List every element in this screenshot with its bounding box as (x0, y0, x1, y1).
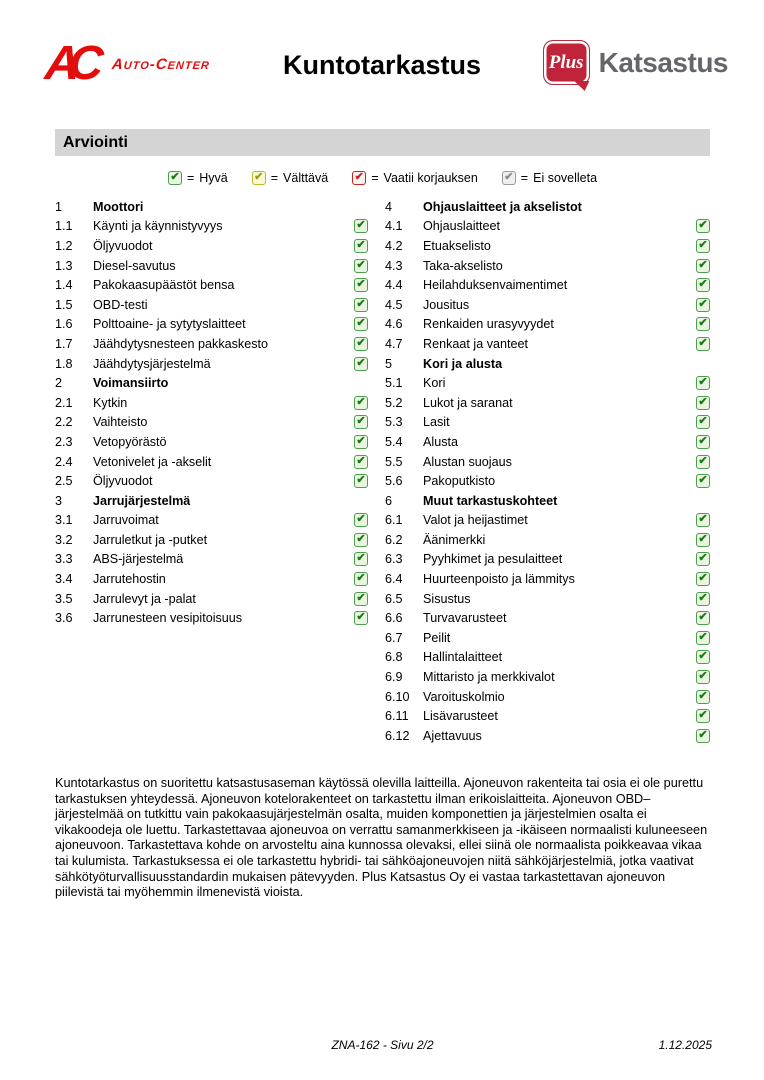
checklist-item (55, 315, 368, 335)
status-checkbox-good (696, 631, 710, 645)
checklist-item (385, 511, 710, 531)
status-checkbox-good (696, 337, 710, 351)
item-number: 4.5 (385, 297, 403, 312)
item-label: Jousitus (423, 297, 470, 312)
check-icon: ✔ (356, 238, 366, 251)
item-number: 1.4 (55, 278, 73, 293)
check-icon: ✔ (698, 297, 708, 310)
status-checkbox-fair (252, 171, 266, 185)
item-number: 2.3 (55, 434, 73, 449)
item-number: 3.5 (55, 591, 73, 606)
checklist-item (385, 256, 710, 276)
checklist-item (385, 667, 710, 687)
item-number: 5.1 (385, 376, 403, 391)
status-checkbox-good (354, 513, 368, 527)
check-icon: ✔ (170, 171, 180, 183)
status-checkbox-good (696, 650, 710, 664)
checklist-item (55, 550, 368, 570)
check-icon: ✔ (698, 650, 708, 663)
status-checkbox-good (354, 239, 368, 253)
status-checkbox-good (354, 278, 368, 292)
item-label: Varoituskolmio (423, 689, 505, 704)
checklist-item (55, 275, 368, 295)
item-number: 3.6 (55, 611, 73, 626)
status-checkbox-good (696, 298, 710, 312)
status-checkbox-good (354, 357, 368, 371)
checklist-item (385, 275, 710, 295)
item-label: Vetopyörästö (93, 434, 167, 449)
check-icon: ✔ (698, 415, 708, 428)
item-number: 1.2 (55, 238, 73, 253)
equals-sign: = (186, 171, 195, 185)
item-label: Diesel-savutus (93, 258, 176, 273)
check-icon: ✔ (698, 532, 708, 545)
checklist-item (385, 413, 710, 433)
check-icon: ✔ (698, 317, 708, 330)
item-label: ABS-järjestelmä (93, 552, 184, 567)
item-number: 6.9 (385, 670, 403, 685)
checklist-item (385, 726, 710, 746)
check-icon: ✔ (698, 395, 708, 408)
check-icon: ✔ (698, 454, 708, 467)
item-label: Polttoaine- ja sytytyslaitteet (93, 317, 246, 332)
item-label: Äänimerkki (423, 532, 486, 547)
check-icon: ✔ (356, 434, 366, 447)
section-number: 6 (385, 493, 393, 508)
plus-katsastus-logo (543, 40, 728, 85)
item-number: 1.3 (55, 258, 73, 273)
section-header-row (55, 373, 368, 393)
checklist-item (385, 295, 710, 315)
footer-document-page: ZNA-162 - Sivu 2/2 (331, 1038, 434, 1052)
item-label: Lisävarusteet (423, 709, 498, 724)
item-label: Alustan suojaus (423, 454, 512, 469)
check-icon: ✔ (698, 434, 708, 447)
status-checkbox-good (696, 592, 710, 606)
status-checkbox-good (696, 396, 710, 410)
legend-label: Välttävä (283, 171, 329, 185)
status-checkbox-good (696, 572, 710, 586)
item-number: 5.6 (385, 474, 403, 489)
status-checkbox-good (354, 435, 368, 449)
item-number: 6.12 (385, 728, 410, 743)
check-icon: ✔ (698, 709, 708, 722)
check-icon: ✔ (698, 552, 708, 565)
status-checkbox-good (354, 533, 368, 547)
item-label: Käynti ja käynnistyvyys (93, 219, 223, 234)
check-icon: ✔ (698, 611, 708, 624)
item-number: 4.2 (385, 238, 403, 253)
item-number: 2.2 (55, 415, 73, 430)
item-number: 6.1 (385, 513, 403, 528)
status-checkbox-na (502, 171, 516, 185)
checklist-item (55, 608, 368, 628)
section-number: 4 (385, 199, 393, 214)
checklist-item (385, 393, 710, 413)
item-number: 4.6 (385, 317, 403, 332)
checklist-item (385, 334, 710, 354)
checklist-item (55, 393, 368, 413)
check-icon: ✔ (254, 171, 264, 183)
legend-item-repair (352, 171, 478, 185)
auto-center-logo-text: Auto-Center (111, 55, 212, 73)
section-header-row (55, 491, 368, 511)
item-label: Renkaiden urasyvyydet (423, 317, 554, 332)
item-label: Kori (423, 376, 446, 391)
status-checkbox-good (696, 474, 710, 488)
item-label: Alusta (423, 434, 459, 449)
check-icon: ✔ (698, 572, 708, 585)
status-checkbox-good (354, 592, 368, 606)
status-checkbox-good (696, 455, 710, 469)
status-checkbox-good (354, 259, 368, 273)
checklist-item (385, 452, 710, 472)
check-icon: ✔ (356, 572, 366, 585)
page-title: Kuntotarkastus (282, 50, 482, 80)
check-icon: ✔ (356, 474, 366, 487)
status-checkbox-good (696, 376, 710, 390)
status-checkbox-good (696, 670, 710, 684)
item-number: 4.1 (385, 219, 403, 234)
check-icon: ✔ (356, 454, 366, 467)
item-number: 6.5 (385, 591, 403, 606)
item-number: 4.3 (385, 258, 403, 273)
checklist-item (55, 452, 368, 472)
status-checkbox-good (354, 317, 368, 331)
item-label: Jarruletkut ja -putket (93, 532, 208, 547)
check-icon: ✔ (698, 238, 708, 251)
item-number: 6.4 (385, 572, 403, 587)
item-label: Sisustus (423, 591, 471, 606)
check-icon: ✔ (356, 336, 366, 349)
checklist-column-left (55, 197, 368, 628)
checklist-item (55, 295, 368, 315)
section-header-row (55, 197, 368, 217)
check-icon: ✔ (698, 258, 708, 271)
check-icon: ✔ (698, 336, 708, 349)
checklist-item (385, 236, 710, 256)
status-checkbox-good (696, 435, 710, 449)
item-number: 6.6 (385, 611, 403, 626)
item-label: Jarrunesteen vesipitoisuus (93, 611, 243, 626)
check-icon: ✔ (356, 297, 366, 310)
check-icon: ✔ (356, 219, 366, 232)
item-label: Huurteenpoisto ja lämmitys (423, 572, 575, 587)
status-checkbox-good (354, 552, 368, 566)
item-label: Peilit (423, 630, 451, 645)
item-number: 1.1 (55, 219, 73, 234)
item-label: Jäähdytysnesteen pakkaskesto (93, 336, 269, 351)
item-number: 6.3 (385, 552, 403, 567)
item-label: Kytkin (93, 395, 128, 410)
item-number: 2.1 (55, 395, 73, 410)
item-number: 5.5 (385, 454, 403, 469)
item-label: Öljyvuodot (93, 238, 153, 253)
check-icon: ✔ (698, 630, 708, 643)
status-checkbox-good (354, 219, 368, 233)
check-icon: ✔ (356, 513, 366, 526)
checklist-item (55, 569, 368, 589)
checklist-column-right (385, 197, 710, 746)
equals-sign: = (270, 171, 279, 185)
checklist-item (385, 315, 710, 335)
section-header-row (385, 197, 710, 217)
status-checkbox-good (354, 572, 368, 586)
section-title: Jarrujärjestelmä (93, 493, 191, 508)
legend-label: Ei sovelleta (533, 171, 598, 185)
assessment-section-bar (55, 129, 710, 156)
item-label: Mittaristo ja merkkivalot (423, 670, 555, 685)
status-checkbox-good (696, 533, 710, 547)
check-icon: ✔ (356, 415, 366, 428)
status-checkbox-good (354, 455, 368, 469)
status-checkbox-good (696, 611, 710, 625)
check-icon: ✔ (354, 171, 364, 183)
disclaimer-text: Kuntotarkastus on suoritettu katsastusaseman käytössä olevilla laitteilla. Ajoneuvon rakenteita tai osia ei ole purettu tarkastuksen yhteydessä. Ajoneuvon kotelorakenteet on tarkastettu ilman erikoislaitteita. Ajoneuvon OBD–järjestelmää on tutkittu vain pakokaasujärjestelmän osalta, muiden komponettien ja järjestelmien osalta ei vikakoodeja ole luettu. Tarkastettavaa ajoneuvoa on verrattu samanmerkkiseen ja -ikäiseen normaalisti kuluneeseen ajoneuvoon. Tarkastettava kohde on arvosteltu aina kunnossa olevaksi, ellei siinä ole normaalista poikkeavaa vikaa tai kulumista. Tarkastuksessa ei ole tarkastettu hybridi- tai sähköajoneuvojen niitä sähköjärjestelmiä, jotka vaativat sähkötyöturvallisuusstandardin mukaisen pätevyyden. Plus Katsastus Oy ei vastaa tarkastettavan ajoneuvon piilevistä tai myöhemmin ilmenevistä vioista. (55, 776, 708, 900)
plus-bubble-icon (543, 40, 590, 85)
checklist-item (55, 354, 368, 374)
status-checkbox-good (696, 219, 710, 233)
item-number: 6.2 (385, 532, 403, 547)
check-icon: ✔ (698, 278, 708, 291)
check-icon: ✔ (698, 219, 708, 232)
check-icon: ✔ (356, 532, 366, 545)
item-number: 3.1 (55, 513, 73, 528)
status-checkbox-good (696, 690, 710, 704)
legend-item-good (168, 171, 228, 185)
checklist-item (385, 608, 710, 628)
checklist-item (55, 256, 368, 276)
checklist-item (55, 217, 368, 237)
item-number: 6.10 (385, 689, 410, 704)
section-title: Voimansiirto (93, 376, 169, 391)
check-icon: ✔ (356, 317, 366, 330)
item-label: Jäähdytysjärjestelmä (93, 356, 211, 371)
item-label: Ajettavuus (423, 728, 482, 743)
status-checkbox-good (354, 337, 368, 351)
item-label: Jarrulevyt ja -palat (93, 591, 196, 606)
checklist-item (55, 413, 368, 433)
item-label: Jarruvoimat (93, 513, 159, 528)
item-label: Etuakselisto (423, 238, 491, 253)
status-checkbox-good (354, 611, 368, 625)
item-number: 3.3 (55, 552, 73, 567)
checklist-item (55, 334, 368, 354)
checklist-item (385, 471, 710, 491)
item-label: OBD-testi (93, 297, 148, 312)
check-icon: ✔ (698, 670, 708, 683)
item-number: 1.7 (55, 336, 73, 351)
checklist-item (385, 569, 710, 589)
check-icon: ✔ (698, 728, 708, 741)
checklist-item (385, 432, 710, 452)
status-checkbox-good (696, 259, 710, 273)
status-checkbox-good (696, 278, 710, 292)
legend-label: Vaatii korjauksen (383, 171, 478, 185)
check-icon: ✔ (698, 513, 708, 526)
status-checkbox-good (354, 298, 368, 312)
status-checkbox-good (696, 709, 710, 723)
item-label: Ohjauslaitteet (423, 219, 501, 234)
status-checkbox-good (696, 729, 710, 743)
checklist-item (385, 530, 710, 550)
status-checkbox-good (696, 239, 710, 253)
status-checkbox-good (354, 415, 368, 429)
checklist (55, 197, 710, 746)
equals-sign: = (371, 171, 379, 185)
checklist-item (385, 550, 710, 570)
item-number: 3.4 (55, 572, 73, 587)
item-number: 5.3 (385, 415, 403, 430)
item-number: 1.6 (55, 317, 73, 332)
item-label: Hallintalaitteet (423, 650, 503, 665)
section-number: 2 (55, 376, 63, 391)
section-header-row (385, 491, 710, 511)
section-number: 1 (55, 199, 63, 214)
equals-sign: = (520, 171, 529, 185)
item-number: 2.4 (55, 454, 73, 469)
item-label: Lukot ja saranat (423, 395, 513, 410)
item-label: Jarrutehostin (93, 572, 166, 587)
status-checkbox-good (696, 317, 710, 331)
item-number: 6.7 (385, 630, 403, 645)
checklist-item (385, 628, 710, 648)
checklist-item (55, 511, 368, 531)
section-number: 5 (385, 356, 393, 371)
item-label: Lasit (423, 415, 450, 430)
checklist-item (385, 373, 710, 393)
section-number: 3 (55, 493, 63, 508)
item-number: 4.7 (385, 336, 403, 351)
checklist-item (385, 648, 710, 668)
item-label: Valot ja heijastimet (423, 513, 528, 528)
section-title: Ohjauslaitteet ja akselistot (423, 199, 582, 214)
item-number: 1.5 (55, 297, 73, 312)
status-checkbox-repair (352, 171, 366, 185)
section-title: Kori ja alusta (423, 356, 503, 371)
item-label: Pakokaasupäästöt bensa (93, 278, 235, 293)
check-icon: ✔ (698, 474, 708, 487)
check-icon: ✔ (356, 395, 366, 408)
status-checkbox-good (354, 474, 368, 488)
item-label: Heilahduksenvaimentimet (423, 278, 568, 293)
footer-date: 1.12.2025 (658, 1038, 712, 1052)
legend-item-na (502, 171, 597, 185)
checklist-item (55, 530, 368, 550)
section-header-row (385, 354, 710, 374)
item-number: 5.2 (385, 395, 403, 410)
checklist-item (55, 236, 368, 256)
check-icon: ✔ (356, 611, 366, 624)
auto-center-logo-icon: AC (43, 37, 95, 90)
check-icon: ✔ (698, 376, 708, 389)
section-title: Muut tarkastuskohteet (423, 493, 558, 508)
checklist-item (385, 706, 710, 726)
legend-label: Hyvä (199, 171, 228, 185)
item-number: 1.8 (55, 356, 73, 371)
status-checkbox-good (696, 513, 710, 527)
checklist-item (55, 589, 368, 609)
check-icon: ✔ (356, 258, 366, 271)
legend (55, 171, 710, 185)
item-number: 6.8 (385, 650, 403, 665)
item-label: Pyyhkimet ja pesulaitteet (423, 552, 563, 567)
item-label: Vaihteisto (93, 415, 148, 430)
check-icon: ✔ (356, 591, 366, 604)
item-number: 5.4 (385, 434, 403, 449)
plus-bubble-text: Plus (548, 51, 584, 73)
checklist-item (55, 471, 368, 491)
item-number: 4.4 (385, 278, 403, 293)
item-label: Taka-akselisto (423, 258, 503, 273)
check-icon: ✔ (698, 689, 708, 702)
check-icon: ✔ (698, 591, 708, 604)
section-title: Moottori (93, 199, 144, 214)
status-checkbox-good (168, 171, 182, 185)
item-label: Vetonivelet ja -akselit (93, 454, 212, 469)
checklist-item (385, 589, 710, 609)
check-icon: ✔ (504, 171, 514, 183)
status-checkbox-good (696, 415, 710, 429)
check-icon: ✔ (356, 356, 366, 369)
katsastus-logo-text: Katsastus (598, 46, 728, 78)
legend-item-fair (252, 171, 328, 185)
assessment-section-title: Arviointi (63, 133, 128, 151)
check-icon: ✔ (356, 278, 366, 291)
status-checkbox-good (696, 552, 710, 566)
item-label: Pakoputkisto (423, 474, 496, 489)
status-checkbox-good (354, 396, 368, 410)
item-label: Renkaat ja vanteet (423, 336, 529, 351)
checklist-item (385, 217, 710, 237)
item-label: Öljyvuodot (93, 474, 153, 489)
checklist-item (385, 687, 710, 707)
check-icon: ✔ (356, 552, 366, 565)
item-label: Turvavarusteet (423, 611, 507, 626)
checklist-item (55, 432, 368, 452)
item-number: 6.11 (385, 709, 409, 724)
item-number: 3.2 (55, 532, 73, 547)
item-number: 2.5 (55, 474, 73, 489)
